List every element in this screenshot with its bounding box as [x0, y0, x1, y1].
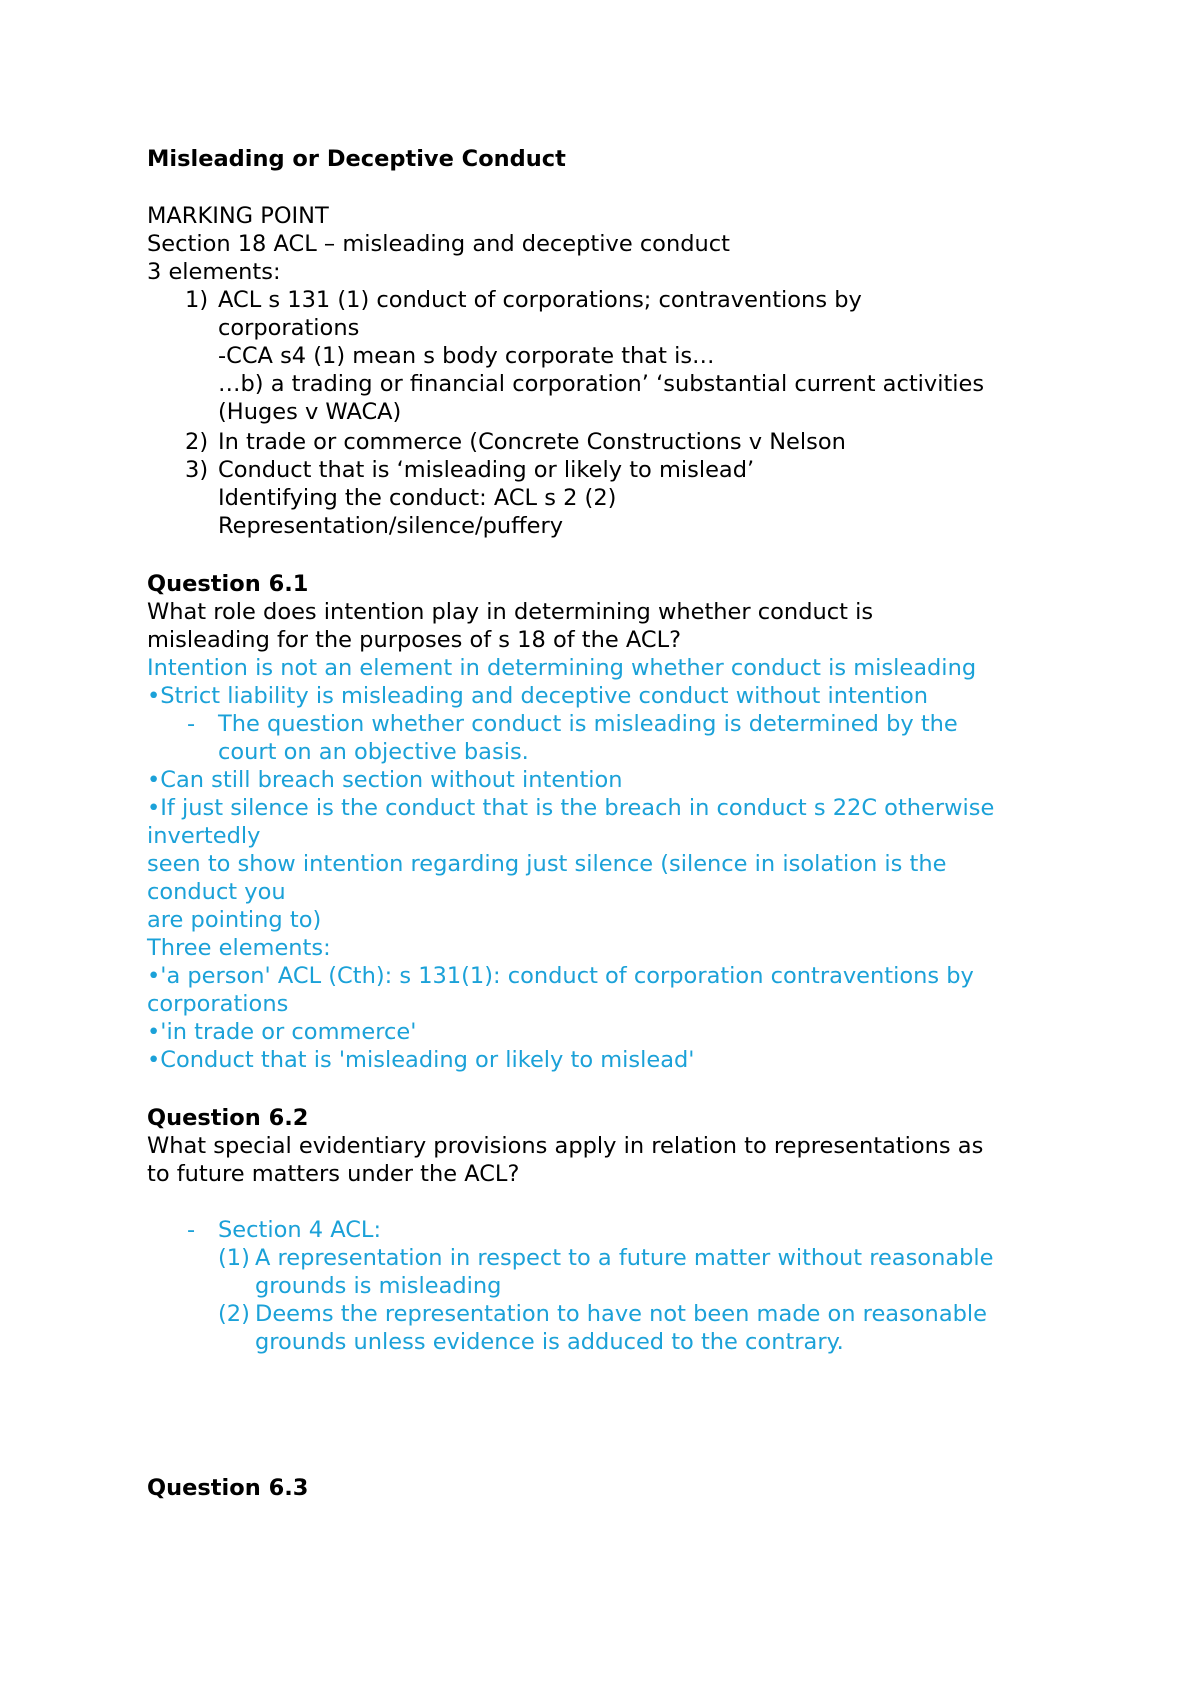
marking-section-line: Section 18 ACL – misleading and deceptive conduct	[147, 231, 730, 257]
answer-6-1-dash-text: The question whether conduct is misleading is determined by the	[218, 711, 958, 737]
list-item-text: …b) a trading or financial corporation’ ‘substantial current activities	[218, 371, 985, 397]
answer-6-1-line: seen to show intention regarding just silence (silence in isolation is the	[147, 851, 947, 877]
list-item-text: Representation/silence/puffery	[218, 513, 564, 539]
list-item-number: 3)	[185, 457, 209, 483]
sub-item-text: Deems the representation to have not been made on reasonable	[255, 1301, 987, 1327]
question-6-1-text: What role does intention play in determining whether conduct is	[147, 599, 874, 625]
answer-6-1-line: •'in trade or commerce'	[147, 1019, 417, 1045]
answer-6-1-line: •Conduct that is 'misleading or likely to mislead'	[147, 1047, 695, 1073]
question-6-3-heading: Question 6.3	[147, 1475, 309, 1501]
dash-marker: -	[187, 711, 196, 737]
answer-6-1-intro: Intention is not an element in determining whether conduct is misleading	[147, 655, 977, 681]
sub-item-number: (1)	[218, 1245, 250, 1271]
list-item-text: corporations	[218, 315, 360, 341]
answer-6-1-line: •If just silence is the conduct that is the breach in conduct s 22C otherwise	[147, 795, 995, 821]
sub-item-text: grounds is misleading	[255, 1273, 502, 1299]
answer-6-1-line: are pointing to)	[147, 907, 322, 933]
list-item-text: In trade or commerce (Concrete Constructions v Nelson	[218, 429, 846, 455]
list-item-number: 1)	[185, 287, 209, 313]
list-item-text: Conduct that is ‘misleading or likely to mislead’	[218, 457, 755, 483]
dash-marker: -	[187, 1217, 196, 1243]
question-6-2-text: to future matters under the ACL?	[147, 1161, 520, 1187]
sub-item-text: A representation in respect to a future matter without reasonable	[255, 1245, 994, 1271]
sub-item-text: grounds unless evidence is adduced to the contrary.	[255, 1329, 844, 1355]
document-title: Misleading or Deceptive Conduct	[147, 146, 566, 172]
question-6-1-text: misleading for the purposes of s 18 of the ACL?	[147, 627, 682, 653]
answer-6-1-dash-text: court on an objective basis.	[218, 739, 529, 765]
answer-6-1-bullet: •Strict liability is misleading and deceptive conduct without intention	[147, 683, 929, 709]
list-item-number: 2)	[185, 429, 209, 455]
question-6-1-heading: Question 6.1	[147, 571, 309, 597]
answer-6-1-line: invertedly	[147, 823, 261, 849]
list-item-text: Identifying the conduct: ACL s 2 (2)	[218, 485, 617, 511]
marking-point-heading: MARKING POINT	[147, 203, 329, 229]
answer-6-2-section-label: Section 4 ACL:	[218, 1217, 382, 1243]
marking-elements-intro: 3 elements:	[147, 259, 281, 285]
list-item-text: (Huges v WACA)	[218, 399, 402, 425]
answer-6-1-line: corporations	[147, 991, 289, 1017]
question-6-2-text: What special evidentiary provisions apply in relation to representations as	[147, 1133, 984, 1159]
sub-item-number: (2)	[218, 1301, 250, 1327]
question-6-2-heading: Question 6.2	[147, 1105, 309, 1131]
list-item-text: -CCA s4 (1) mean s body corporate that is…	[218, 343, 715, 369]
answer-6-1-line: conduct you	[147, 879, 286, 905]
answer-6-1-line: •'a person' ACL (Cth): s 131(1): conduct of corporation contraventions by	[147, 963, 974, 989]
answer-6-1-line: Three elements:	[147, 935, 331, 961]
list-item-text: ACL s 131 (1) conduct of corporations; contraventions by	[218, 287, 862, 313]
answer-6-1-line: •Can still breach section without intention	[147, 767, 623, 793]
